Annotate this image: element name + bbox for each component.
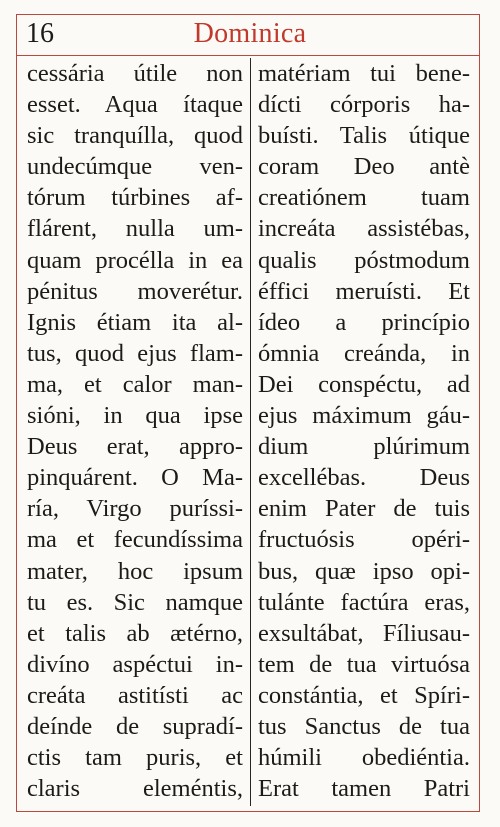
text-line: coram Deo antè [258, 153, 470, 181]
text-line: constántia, et Spíri- [258, 681, 470, 709]
text-line: Deus erat, appro- [27, 433, 243, 461]
text-line: exsultábat, Fíliusau- [258, 619, 470, 647]
text-line: claris eleméntis, [27, 775, 243, 803]
text-line: divíno aspéctui in- [27, 650, 243, 678]
text-line: dícti córporis ha- [258, 91, 470, 119]
text-line: creatiónem tuam [258, 184, 470, 212]
text-line: sic tranquílla, quod [27, 122, 243, 150]
text-line: flárent, nulla um- [27, 215, 243, 243]
text-line: ma et fecundíssima [27, 526, 243, 554]
running-head: Dominica [193, 18, 307, 49]
right-column [258, 58, 470, 804]
text-line: Erat tamen Patri [258, 775, 470, 803]
text-line: Ignis étiam ita al- [27, 308, 243, 336]
text-line: tus, quod ejus flam- [27, 339, 243, 367]
text-line: qualis póstmodum [258, 246, 470, 274]
text-line: tulánte factúra eras, [258, 588, 470, 616]
text-line: Dei conspéctu, ad [258, 370, 470, 398]
text-line: enim Pater de tuis [258, 495, 470, 523]
text-line: éffici meruísti. Et [258, 277, 470, 305]
header-rule [16, 55, 480, 56]
text-line: creáta astitísti ac [27, 681, 243, 709]
text-line: et talis ab ætérno, [27, 619, 243, 647]
text-line: pénitus moverétur. [27, 277, 243, 305]
text-line: bus, quæ ipso opi- [258, 557, 470, 585]
text-line: cessária útile non [27, 60, 243, 87]
text-line: tem de tua virtuósa [258, 650, 470, 678]
text-line: matériam tui bene- [258, 60, 470, 87]
text-line: tu es. Sic namque [27, 588, 243, 616]
text-line: húmili obediéntia. [258, 744, 470, 772]
text-line: sióni, in qua ipse [27, 402, 243, 430]
page-number: 16 [26, 18, 54, 49]
text-line: ídeo a princípio [258, 308, 470, 336]
text-line: increáta assistébas, [258, 215, 470, 243]
text-line: buísti. Talis útique [258, 122, 470, 150]
text-line: ctis tam puris, et [27, 744, 243, 772]
text-line: excellébas. Deus [258, 464, 470, 492]
text-line: undecúmque ven- [27, 153, 243, 181]
text-line: ría, Virgo puríssi- [27, 495, 243, 523]
text-line: dium plúrimum [258, 433, 470, 461]
text-line: esset. Aqua ítaque [27, 91, 243, 119]
text-line: tus Sanctus de tua [258, 712, 470, 740]
text-line: fructuósis opéri- [258, 526, 470, 554]
text-line: ejus máximum gáu- [258, 402, 470, 430]
column-divider [250, 58, 251, 806]
text-line: ma, et calor man- [27, 370, 243, 398]
text-line: tórum túrbines af- [27, 184, 243, 212]
text-line: quam procélla in ea [27, 246, 243, 274]
text-line: ómnia creánda, in [258, 339, 470, 367]
text-line: mater, hoc ipsum [27, 557, 243, 585]
text-line: pinquárent. O Ma- [27, 464, 243, 492]
left-column [27, 58, 243, 804]
text-line: deínde de supradí- [27, 712, 243, 740]
